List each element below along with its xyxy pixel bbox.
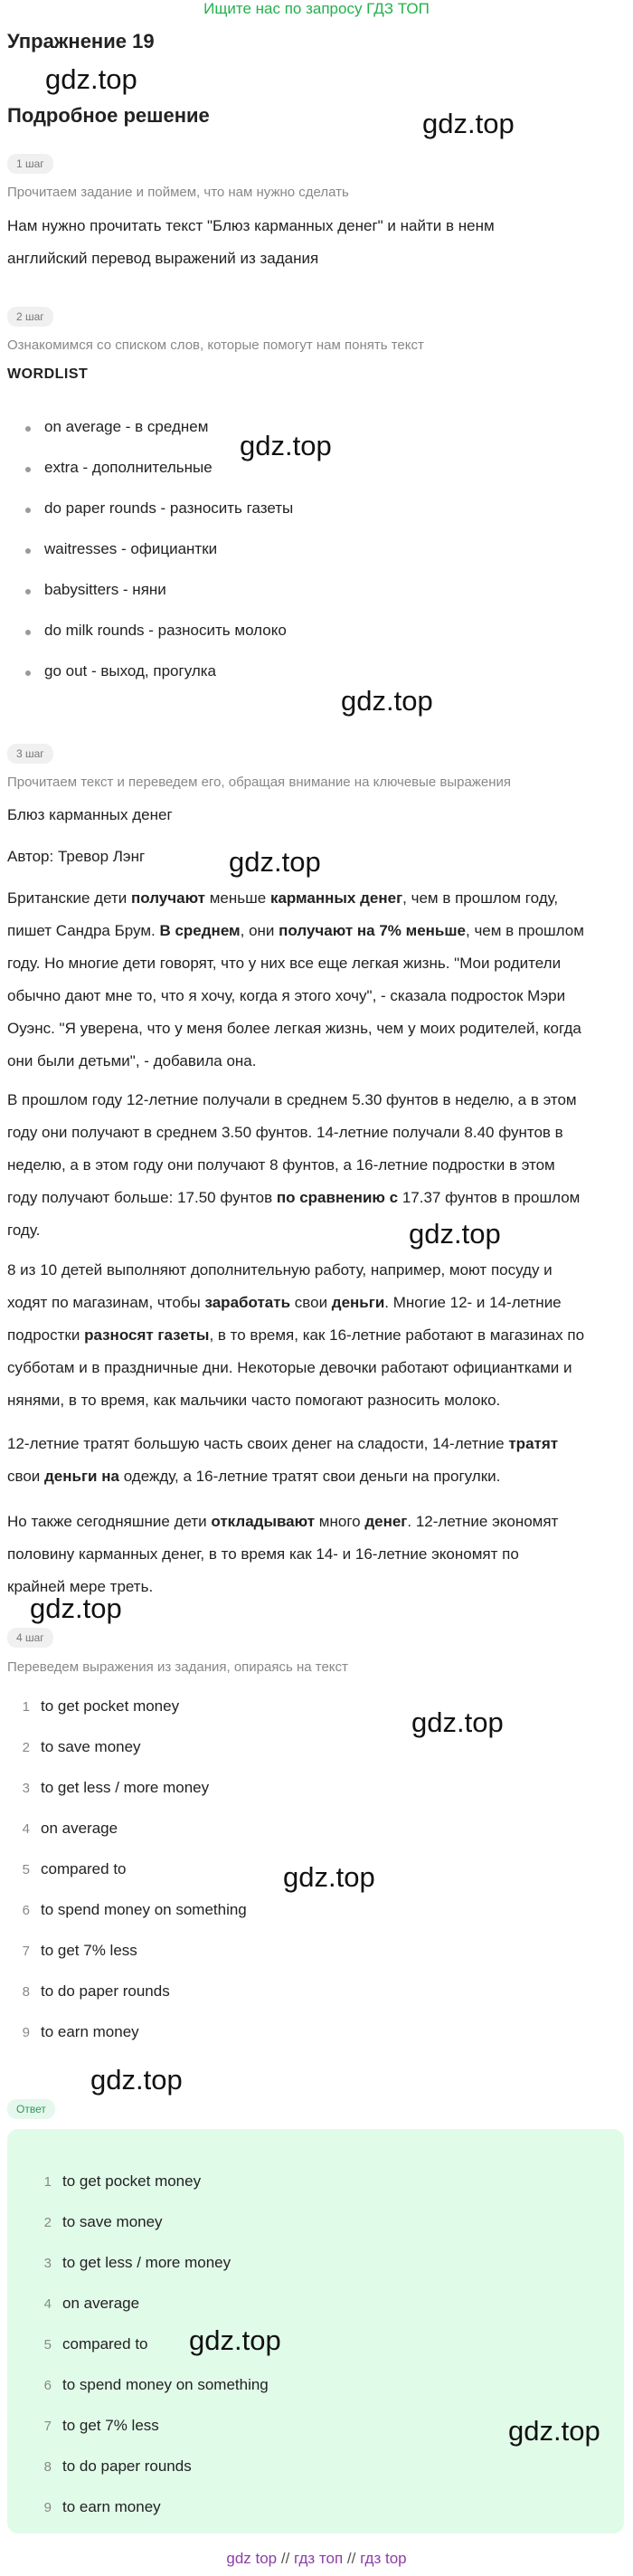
answer-item: to get less / more money: [62, 2254, 231, 2271]
step-hint: Ознакомимся со списком слов, которые помогут нам понять текст: [7, 337, 424, 353]
exercise-title: Упражнение 19: [7, 30, 155, 52]
text-paragraph: 8 из 10 детей выполняют дополнительную работу, например, моют посуду и ходят по магазинам, чтобы заработать свои деньги. Многие 12- и 14-летние подростки разносят газеты, в то время, как 16-летние работают в магазинах по субботам и в праздничные дни. Некоторые девочки работают официантками и нянями, в то время, как мальчики часто помогают разносить молоко.: [7, 1261, 585, 1409]
list-number: 1: [43, 2174, 52, 2190]
answer-item: on average: [62, 2295, 140, 2312]
watermark: gdz.top: [508, 2415, 600, 2447]
bullet: [25, 508, 31, 513]
answer-item: to do paper rounds: [62, 2457, 192, 2475]
bullet: [25, 548, 31, 554]
list-number: 2: [22, 1740, 30, 1755]
wordlist-item: extra - дополнительные: [44, 459, 213, 476]
bullet: [25, 467, 31, 472]
expression-item: to spend money on something: [41, 1901, 247, 1918]
text-paragraph: 12-летние тратят большую часть своих денег на сладости, 14-летние тратят свои деньги на одежду, а 16-летние тратят свои деньги на прогулки.: [7, 1435, 559, 1485]
bullet: [25, 670, 31, 676]
answer-item: to earn money: [62, 2498, 161, 2515]
answer-item: to get 7% less: [62, 2417, 159, 2434]
list-number: 3: [43, 2256, 52, 2271]
step-hint: Переведем выражения из задания, опираясь на текст: [7, 1659, 348, 1675]
top-search-link[interactable]: Ищите нас по запросу ГДЗ ТОП: [203, 0, 430, 17]
list-number: 6: [43, 2378, 52, 2393]
list-number: 3: [22, 1781, 30, 1796]
list-number: 5: [43, 2337, 52, 2353]
bullet: [25, 630, 31, 635]
watermark: gdz.top: [422, 108, 515, 139]
list-number: 9: [43, 2500, 52, 2515]
answer-badge: Ответ: [7, 2099, 55, 2119]
step-hint: Прочитаем задание и поймем, что нам нужно сделать: [7, 185, 349, 200]
expression-item: to do paper rounds: [41, 1982, 170, 2000]
list-number: 4: [43, 2296, 52, 2312]
wordlist-item: waitresses - официантки: [44, 540, 218, 557]
text-paragraph: Британские дети получают меньше карманных денег, чем в прошлом году, пишет Сандра Брум. В среднем, они получают на 7% меньше, чем в прошлом году. Но многие дети говорят, что у них все еще легкая жизнь. "Мои родители обычно дают мне то, что я хочу, когда я этого хочу", - сказала подросток Мэри Оуэнс. "Я уверена, что у меня более легкая жизнь, чем у моих родителей, когда они были детьми", - добавила она.: [7, 889, 584, 1069]
watermark: gdz.top: [30, 1592, 122, 1624]
answer-item: to get pocket money: [62, 2172, 202, 2190]
watermark: gdz.top: [45, 63, 137, 95]
list-number: 7: [22, 1944, 30, 1959]
expression-item: to get 7% less: [41, 1942, 137, 1959]
step-badge: 2 шаг: [7, 307, 53, 327]
expression-item: to get less / more money: [41, 1779, 210, 1796]
watermark: gdz.top: [90, 2064, 183, 2096]
watermark: gdz.top: [409, 1218, 501, 1250]
answer-item: compared to: [62, 2335, 148, 2353]
list-number: 7: [43, 2419, 52, 2434]
expression-item: on average: [41, 1820, 118, 1837]
list-number: 6: [22, 1903, 30, 1918]
list-number: 9: [22, 2025, 30, 2040]
bullet: [25, 426, 31, 432]
footer-link[interactable]: гдз топ: [294, 2550, 344, 2567]
step-text: Нам нужно прочитать текст "Блюз карманных денег" и найти в ненм английский перевод выражений из задания: [7, 217, 495, 267]
watermark: gdz.top: [283, 1861, 375, 1893]
expression-item: to earn money: [41, 2023, 139, 2040]
text-paragraph: Но также сегодняшние дети откладывают много денег. 12-летние экономят половину карманных денег, в то время как 14- и 16-летние экономят по крайней мере треть.: [7, 1513, 559, 1595]
wordlist-item: go out - выход, прогулка: [44, 662, 217, 680]
step-badge: 3 шаг: [7, 744, 53, 764]
list-number: 5: [22, 1862, 30, 1877]
footer-link[interactable]: гдз top: [360, 2550, 407, 2567]
wordlist-title: WORDLIST: [7, 366, 89, 382]
footer-link[interactable]: gdz top: [226, 2550, 278, 2567]
watermark: gdz.top: [411, 1706, 504, 1738]
step-badge: 1 шаг: [7, 154, 53, 174]
expression-item: to save money: [41, 1738, 141, 1755]
wordlist-item: do paper rounds - разносить газеты: [44, 499, 294, 517]
wordlist-item: babysitters - няни: [44, 581, 166, 598]
bullet: [25, 589, 31, 594]
step-badge: 4 шаг: [7, 1628, 53, 1648]
watermark: gdz.top: [189, 2324, 281, 2356]
wordlist-item: on average - в среднем: [44, 418, 209, 435]
watermark: gdz.top: [341, 685, 433, 717]
list-number: 8: [43, 2459, 52, 2475]
footer-separator: //: [280, 2550, 290, 2567]
footer-links: [0, 2550, 633, 2568]
answer-item: to spend money on something: [62, 2376, 269, 2393]
text-title: Блюз карманных денег: [7, 806, 173, 823]
list-number: 4: [22, 1821, 30, 1837]
step-hint: Прочитаем текст и переведем его, обращая внимание на ключевые выражения: [7, 775, 512, 790]
list-number: 1: [22, 1699, 30, 1715]
list-number: 2: [43, 2215, 52, 2230]
footer-separator: //: [346, 2550, 356, 2567]
expression-item: compared to: [41, 1860, 127, 1877]
expression-item: to get pocket money: [41, 1697, 180, 1715]
answer-item: to save money: [62, 2213, 163, 2230]
solution-title: Подробное решение: [7, 104, 210, 127]
watermark: gdz.top: [240, 430, 332, 461]
text-paragraph: В прошлом году 12-летние получали в среднем 5.30 фунтов в неделю, а в этом году они получают в среднем 3.50 фунтов. 14-летние получали 8.40 фунтов в неделю, а в этом году они получают 8 фунтов, а 16-летние подростки в этом году получают больше: 17.50 фунтов по сравнению с 17.37 фунтов в прошлом году.: [7, 1091, 581, 1239]
watermark: gdz.top: [229, 846, 321, 878]
list-number: 8: [22, 1984, 30, 2000]
wordlist-item: do milk rounds - разносить молоко: [44, 622, 287, 639]
text-author: Автор: Тревор Лэнг: [7, 848, 146, 865]
